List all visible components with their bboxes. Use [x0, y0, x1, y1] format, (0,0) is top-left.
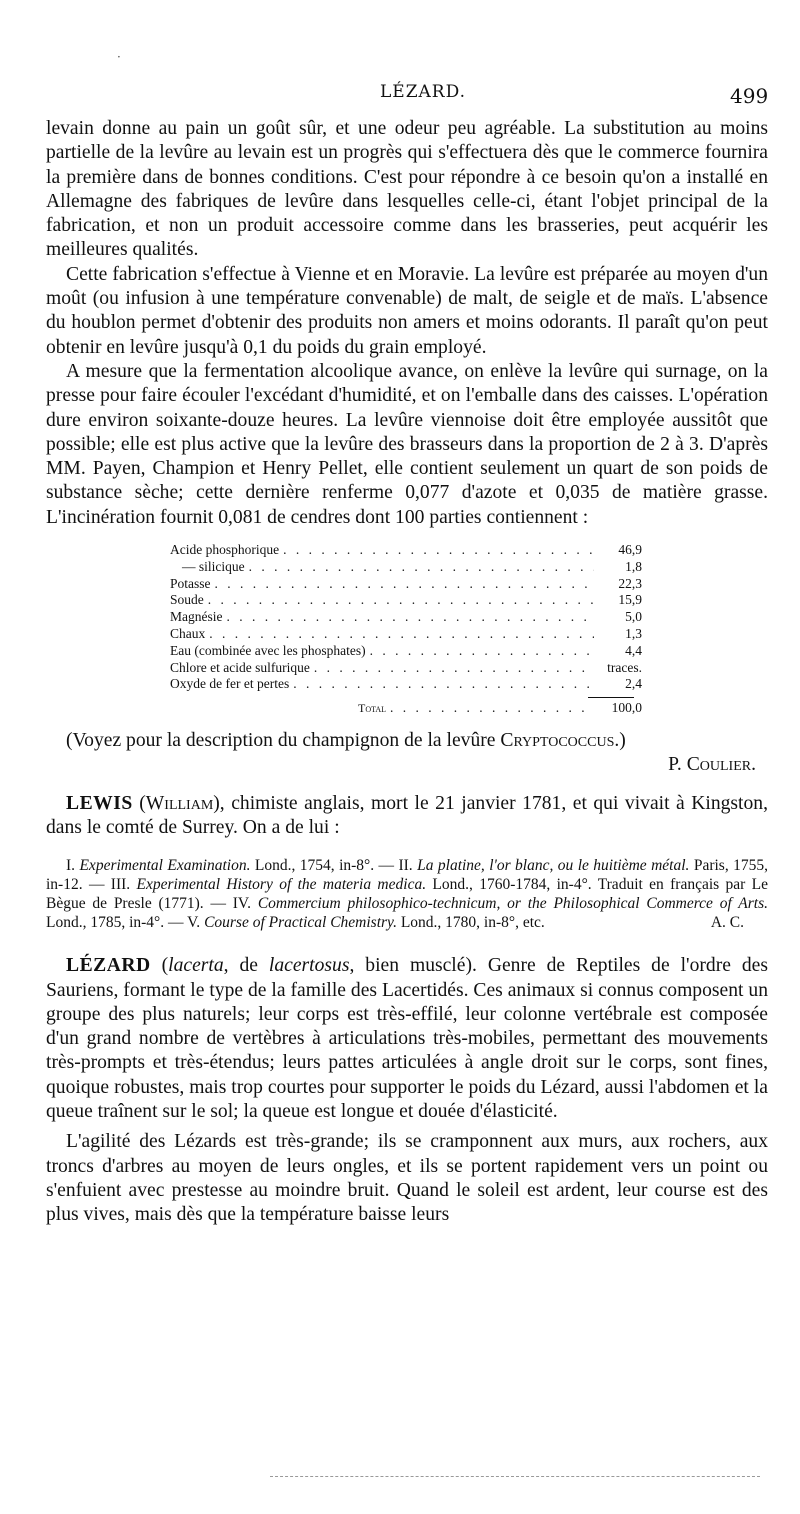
table-row	[170, 643, 642, 660]
row-value: 22,3	[618, 575, 642, 591]
spacer	[46, 778, 768, 792]
spacer	[46, 932, 768, 954]
etymology-lacertosus: lacertosus	[268, 955, 350, 977]
total-label: Total	[358, 701, 387, 716]
leader-dots	[370, 643, 594, 660]
see-also-end: .)	[614, 730, 626, 752]
leader-dots	[293, 676, 594, 693]
total-rule	[588, 697, 634, 698]
bib-title: La platine, l'or blanc, ou le huitième métal.	[417, 857, 690, 875]
leader-dots	[249, 559, 594, 576]
headword-lezard: LÉZARD	[66, 955, 151, 977]
row-label: Oxyde de fer et pertes	[170, 676, 290, 692]
row-value: 1,3	[625, 626, 642, 642]
paragraph-fabrication: Cette fabrication s'effectue à Vienne et en Moravie. La levûre est préparée au moyen d'un moût (ou infusion à une température convenable) de malt, de seigle et de maïs. L'absence du houblon permet d'obtenir des produits non amers et moins odorants. Il paraît qu'on peut obtenir en levûre jusqu'à 0,1 du poids du grain employé.	[46, 263, 768, 358]
leader-dots	[283, 542, 594, 559]
row-value: 15,9	[618, 592, 642, 608]
signature-ac: A. C.	[710, 914, 744, 932]
paragraph-fermentation: A mesure que la fermentation alcoolique avance, on enlève la levûre qui surnage, on la presse pour faire écouler l'excédant d'humidité, et on l'emballe dans des caisses. L'opération dure environ soixante-douze heures. La levûre viennoise doit être employée aussitôt que possible; elle est plus active que la levûre des brasseurs dans la proportion de 2 à 3. D'après MM. Payen, Champion et Henry Pellet, elle contient seulement un quart de son poids de substance sèche; cette dernière renferme 0,077 d'azote et 0,035 de matière grasse. L'incinération fournit 0,081 de cendres dont 100 parties contiennent :	[46, 360, 768, 528]
bib-details: Lond., 1754, in-8°. — II.	[250, 857, 418, 875]
lewis-bibliography	[46, 856, 768, 932]
bib-title: Course of Practical Chemistry.	[204, 914, 397, 932]
row-label: Chlore et acide sulfurique	[170, 659, 310, 675]
leader-dots	[209, 626, 594, 643]
table-row	[170, 576, 642, 593]
page-body	[46, 117, 768, 1227]
row-value: 2,4	[625, 676, 642, 692]
lewis-text: chimiste anglais, mort le 21 janvier 1781, et qui vivait à Kingston, dans le comté de Surrey. On a de lui :	[46, 792, 768, 838]
bib-title: Experimental Examination.	[79, 857, 251, 875]
bottom-rule	[270, 1476, 760, 1477]
etymology-lacerta: lacerta	[168, 955, 224, 977]
row-value: 4,4	[625, 642, 642, 658]
running-head: LÉZARD.	[380, 82, 467, 102]
lewis-first-name: William	[145, 792, 214, 814]
see-also-text: (Voyez pour la description du champignon de la levûre	[66, 730, 501, 752]
row-label: — silicique	[182, 558, 245, 574]
bib-details: Lond., 1760-1784, in-4°. Traduit en français par Le Bègue de Presle (1771). — IV.	[46, 876, 768, 913]
bib-details: Paris, 1755, in-12. — III.	[46, 857, 768, 894]
bib-details: Lond., 1780, in-8°, etc.	[396, 914, 545, 932]
bib-number: I.	[66, 857, 80, 875]
entry-lezard: LÉZARD (lacerta, de lacertosus, bien musclé). Genre de Reptiles de l'ordre des Sauriens, formant le type de la famille des Lacertidés. Ces animaux si connus composent un groupe des plus naturels; leur corps est très-effilé, leur colonne vertébrale est composée d'un grand nombre de vertèbres à articulations très-mobiles, permettant des mouvements très-prompts et très-étendus; leurs pattes articulées à angle droit sur le corps, sont fines, quoique robustes, mais trop courtes pour supporter le poids du Lézard, aussi l'abdomen et la queue traînent sur le sol; la queue est longue et douée d'élasticité.	[46, 955, 768, 1122]
leader-dots	[314, 660, 594, 677]
row-label: Potasse	[170, 575, 211, 591]
see-also-note	[46, 729, 768, 753]
leader-dots	[208, 592, 594, 609]
row-label: Magnésie	[170, 609, 223, 625]
see-also-reference: Cryptococcus	[500, 730, 615, 752]
leader-dots	[390, 700, 594, 717]
etymology-end: , bien musclé).	[349, 955, 477, 977]
bib-title: Commercium philosophico-technicum, or the Philosophical Commerce of Arts.	[257, 895, 769, 913]
header-mark: ·	[117, 50, 121, 64]
table-row	[170, 559, 642, 576]
table-row	[170, 592, 642, 609]
bib-details: Lond., 1785, in-4°. — V.	[46, 914, 205, 932]
row-label: Soude	[170, 592, 204, 608]
lezard-agility-paragraph: L'agilité des Lézards est très-grande; ils se cramponnent aux murs, aux rochers, aux troncs d'arbres au moyen de leurs ongles, et ils se portent rapidement vers un point ou s'enfuient avec prestesse au moindre bruit. Quand le soleil est ardent, leur course est des plus vives, mais dès que la température baisse leurs	[46, 1131, 768, 1226]
table-row	[170, 660, 642, 677]
row-value: 1,8	[625, 558, 642, 574]
row-value: 46,9	[618, 542, 642, 558]
table-total-row	[170, 700, 642, 717]
row-label: Eau (combinée avec les phosphates)	[170, 642, 366, 658]
ash-composition-table	[170, 542, 642, 717]
table-row	[170, 626, 642, 643]
table-row	[170, 542, 642, 559]
row-value: traces.	[607, 659, 642, 675]
bib-title: Experimental History of the materia medica.	[136, 876, 427, 894]
row-label: Acide phosphorique	[170, 542, 280, 558]
entry-lewis: LEWIS (William), chimiste anglais, mort le 21 janvier 1781, et qui vivait à Kingston, dans le comté de Surrey. On a de lui :	[46, 792, 768, 838]
headword-lewis: LEWIS	[66, 792, 133, 814]
table-row	[170, 676, 642, 693]
leader-dots	[215, 576, 595, 593]
row-label: Chaux	[170, 626, 206, 642]
total-value: 100,0	[611, 700, 642, 716]
table-row	[170, 609, 642, 626]
page-number: 499	[730, 84, 769, 108]
lezard-description: Genre de Reptiles de l'ordre des Sauriens, formant le type de la famille des Lacertidés. Ces animaux si connus composent un groupe des plus naturels; leur corps est très-effilé, leur colonne vertébrale est composée d'un grand nombre de vertèbres à articulations très-mobiles, permettant des mouvements très-prompts et très-étendus; leurs pattes articulées à angle droit sur le corps, sont fines, quoique robustes, mais trop courtes pour supporter le poids du Lézard, aussi l'abdomen et la queue traînent sur le sol; la queue est longue et douée d'élasticité.	[46, 955, 768, 1122]
row-value: 5,0	[625, 609, 642, 625]
etymology-separator: , de	[223, 955, 269, 977]
signature-coulier: P. Coulier.	[668, 754, 756, 776]
paragraph-levain: levain donne au pain un goût sûr, et une odeur peu agréable. La substitution au moins partielle de la levûre au levain est un progrès qui s'effectuera dès que le commerce fournira la première dans de bonnes conditions. C'est pour répondre à ce besoin qu'on a installé en Allemagne des fabriques de levûre dans lesquelles celle-ci, étant l'objet principal de la fabrication, et non un produit accessoire comme dans les brasseries, peut acquérir les meilleures qualités.	[46, 118, 768, 261]
leader-dots	[226, 609, 594, 626]
